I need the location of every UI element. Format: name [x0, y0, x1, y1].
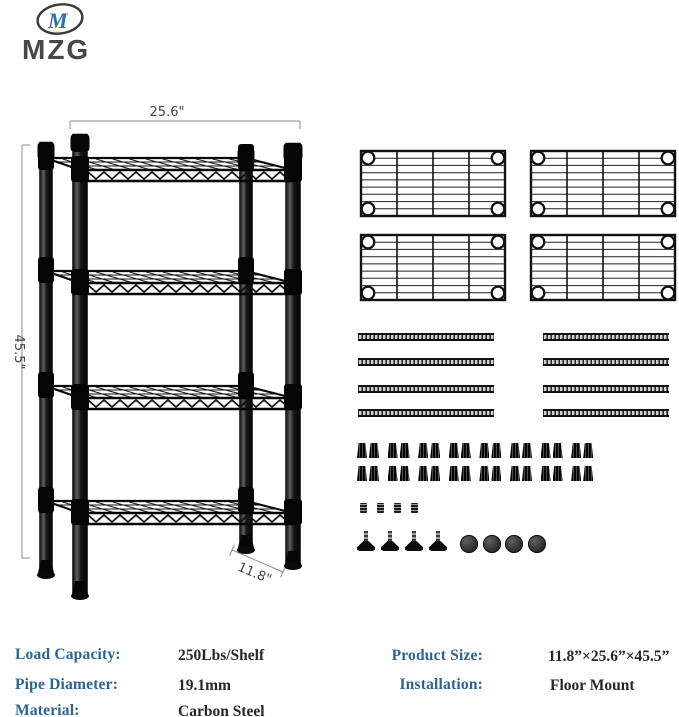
foot-cap-part	[505, 535, 523, 553]
spec-label-material: Material:	[15, 702, 80, 717]
parts-foot-caps	[345, 135, 679, 575]
width-dimension	[70, 105, 300, 129]
foot-cap-part	[483, 535, 501, 553]
brand-logo	[12, 1, 112, 65]
shelf-unit-drawing	[37, 134, 303, 600]
spec-value-installation: Floor Mount	[550, 677, 635, 694]
depth-dimension-label: 11.8"	[235, 560, 274, 588]
spec-value-material: Carbon Steel	[178, 703, 265, 717]
parts-panel	[345, 135, 679, 575]
foot-cap-part	[528, 535, 546, 553]
spec-value-pipe-diameter: 19.1mm	[178, 677, 231, 694]
height-dimension-label: 45.5"	[11, 334, 26, 370]
spec-value-product-size: 11.8”×25.6”×45.5”	[548, 648, 670, 665]
spec-value-load-capacity: 250Lbs/Shelf	[178, 647, 265, 664]
product-drawing	[10, 100, 320, 610]
spec-label-product-size: Product Size:	[391, 647, 483, 664]
logo-monogram-icon: M	[48, 8, 68, 33]
height-dimension	[11, 145, 30, 558]
spec-label-load-capacity: Load Capacity:	[15, 646, 121, 663]
foot-cap-part	[460, 535, 478, 553]
logo-wordmark: MZG	[22, 34, 91, 65]
width-dimension-label: 25.6"	[149, 105, 185, 120]
spec-label-installation: Installation:	[399, 676, 483, 693]
spec-label-pipe-diameter: Pipe Diameter:	[15, 676, 119, 693]
